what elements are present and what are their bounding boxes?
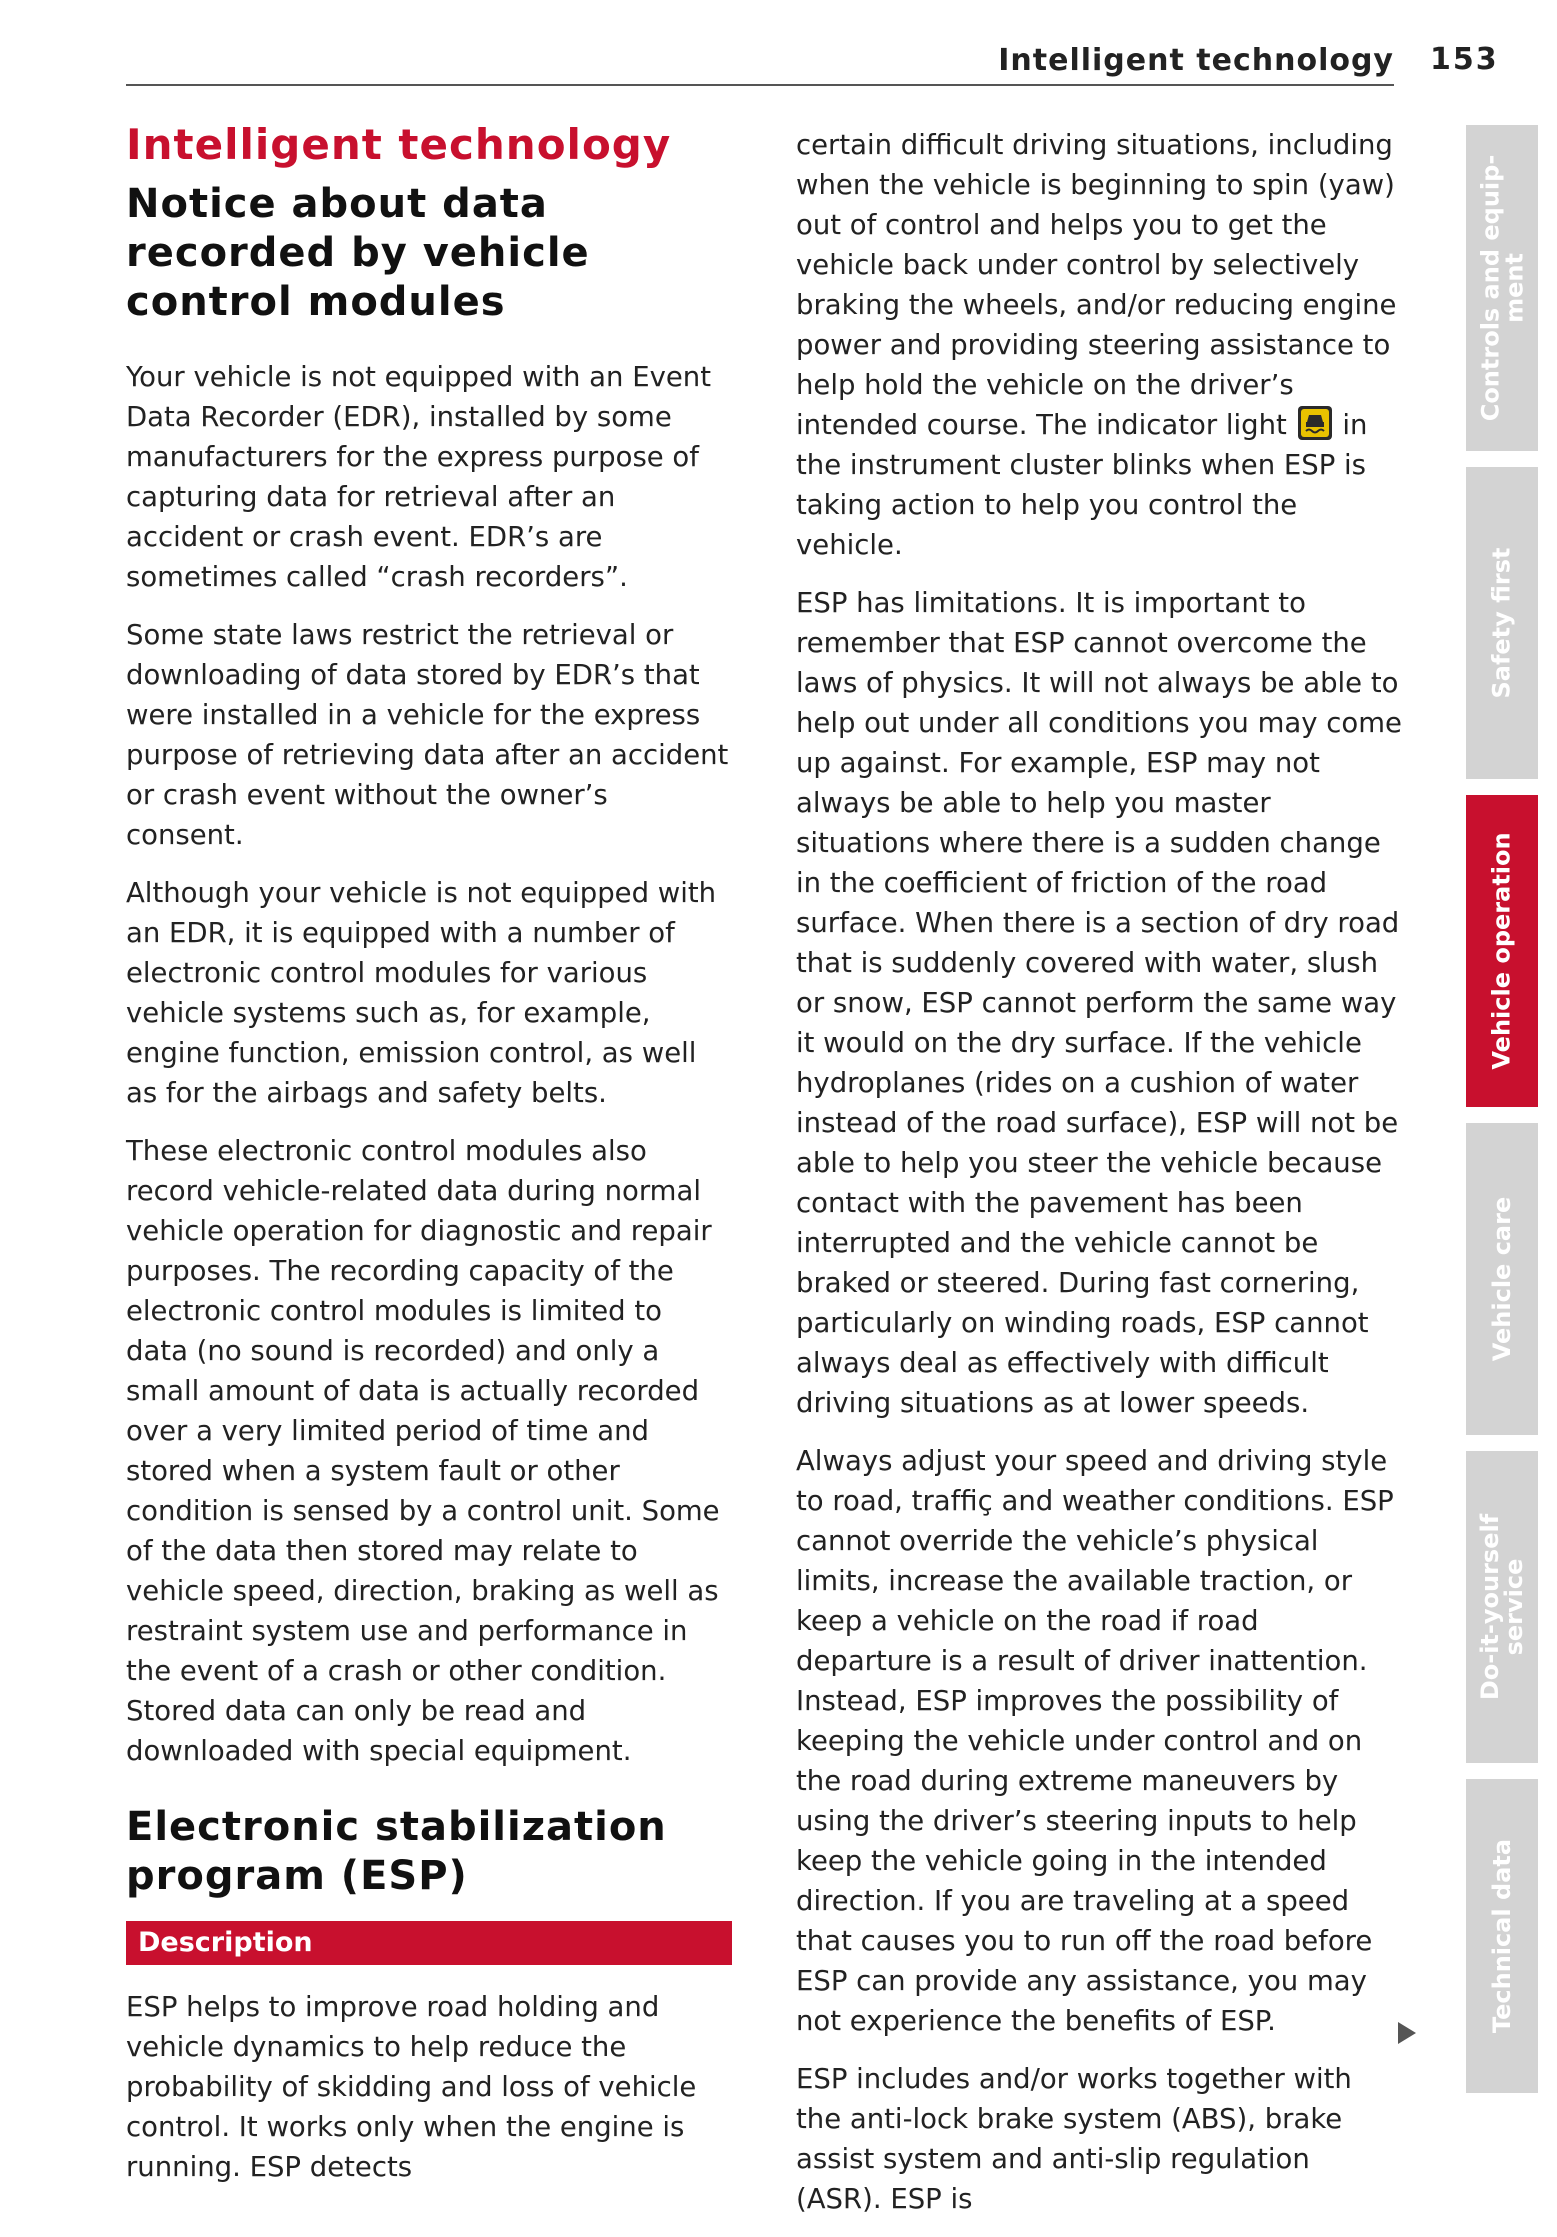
paragraph: Your vehicle is not equipped with an Event Data Recorder (EDR), installed by some manufacturers for the express purpose of capturing data for retrieval after an accident or crash event. EDR’s are sometimes called “crash recorders”. (126, 361, 711, 593)
paragraph (796, 125, 1402, 565)
section-title: Intelligent technology (126, 120, 672, 169)
tab-technical-data[interactable] (1466, 1779, 1538, 2093)
page-header (126, 36, 1394, 86)
tab-label: Do-it-yourself service (1476, 1513, 1529, 1701)
tab-do-it-yourself-service[interactable] (1466, 1451, 1538, 1763)
tab-controls-and-equipment[interactable] (1466, 125, 1538, 451)
tab-safety-first[interactable] (1466, 467, 1538, 779)
heading-esp: Electronic stabilization program (ESP) (126, 1804, 667, 1899)
esp-skid-icon (1298, 406, 1332, 440)
paragraph: ESP includes and/or works together with the anti-lock brake system (ABS), brake assist system and anti-slip regulation (ASR). ESP is (796, 2063, 1352, 2215)
paragraph: Although your vehicle is not equipped with an EDR, it is equipped with a number of electronic control modules for various vehicle systems such as, for example, engine function, emission control, as well as for the airbags and safety belts. (126, 877, 717, 1109)
heading-data-recorded: Notice about data recorded by vehicle control modules (126, 181, 590, 325)
tab-vehicle-care[interactable] (1466, 1123, 1538, 1435)
tab-label: Controls and equip- ment (1476, 154, 1529, 422)
tab-label: Vehicle operation (1488, 832, 1516, 1070)
tab-vehicle-operation[interactable] (1466, 795, 1538, 1107)
page-number: 153 (1430, 42, 1499, 77)
right-column (796, 125, 1402, 2237)
paragraph: ESP has limitations. It is important to remember that ESP cannot overcome the laws of physics. It will not always be able to help out under all conditions you may come up against. For example, ESP may not always be able to help you master situations where there is a sudden change in the coefficient of friction of the road surface. When there is a section of dry road that is suddenly covered with water, slush or snow, ESP cannot perform the same way it would on the dry surface. If the vehicle hydroplanes (rides on a cushion of water instead of the road surface), ESP will not be able to help you steer the vehicle because contact with the pavement has been interrupted and the vehicle cannot be braked or steered. During fast cornering, particularly on winding roads, ESP cannot always deal as effectively with difficult driving situations as at lower speeds. (796, 587, 1402, 1419)
continue-arrow-icon (1398, 2022, 1416, 2044)
paragraph-text: certain difficult driving situations, including when the vehicle is beginning to spin (yaw) out of control and helps you to get the vehicle back under control by selectively braking the wheels, and/or reducing engine power and providing steering assistance to help hold the vehicle on the driver’s intended course. The indicator light (796, 129, 1397, 441)
running-title: Intelligent technology (998, 43, 1394, 78)
description-subhead: Description (126, 1921, 732, 1965)
paragraph: Some state laws restrict the retrieval or downloading of data stored by EDR’s that were installed in a vehicle for the express purpose of retrieving data after an accident or crash event without the owner’s consent. (126, 619, 729, 851)
paragraph: These electronic control modules also record vehicle-related data during normal vehicle operation for diagnostic and repair purposes. The recording capacity of the electronic control modules is limited to data (no sound is recorded) and only a small amount of data is actually recorded over a very limited period of time and stored when a system fault or other condition is sensed by a control unit. Some of the data then stored may relate to vehicle speed, direction, braking as well as restraint system use and performance in the event of a crash or other condition. Stored data can only be read and downloaded with special equipment. (126, 1135, 720, 1767)
left-column (126, 120, 732, 2205)
paragraph: Always adjust your speed and driving style to road, trafﬁç and weather conditions. ESP cannot override the vehicle’s physical limits, increase the available traction, or keep a vehicle on the road if road departure is a result of driver inattention. Instead, ESP improves the possibility of keeping the vehicle under control and on the road during extreme maneuvers by using the driver’s steering inputs to help keep the vehicle going in the intended direction. If you are traveling at a speed that causes you to run off the road before ESP can provide any assistance, you may not experience the benefits of ESP. (796, 1445, 1394, 2037)
tab-label: Safety first (1488, 547, 1516, 699)
paragraph-text: in the instrument cluster blinks when ESP is taking action to help you control the vehicle. (796, 409, 1368, 561)
tab-label: Technical data (1488, 1838, 1517, 2034)
paragraph: ESP helps to improve road holding and vehicle dynamics to help reduce the probability of skidding and loss of vehicle control. It works only when the engine is running. ESP detects (126, 1991, 697, 2183)
tab-label: Vehicle care (1488, 1196, 1517, 1362)
